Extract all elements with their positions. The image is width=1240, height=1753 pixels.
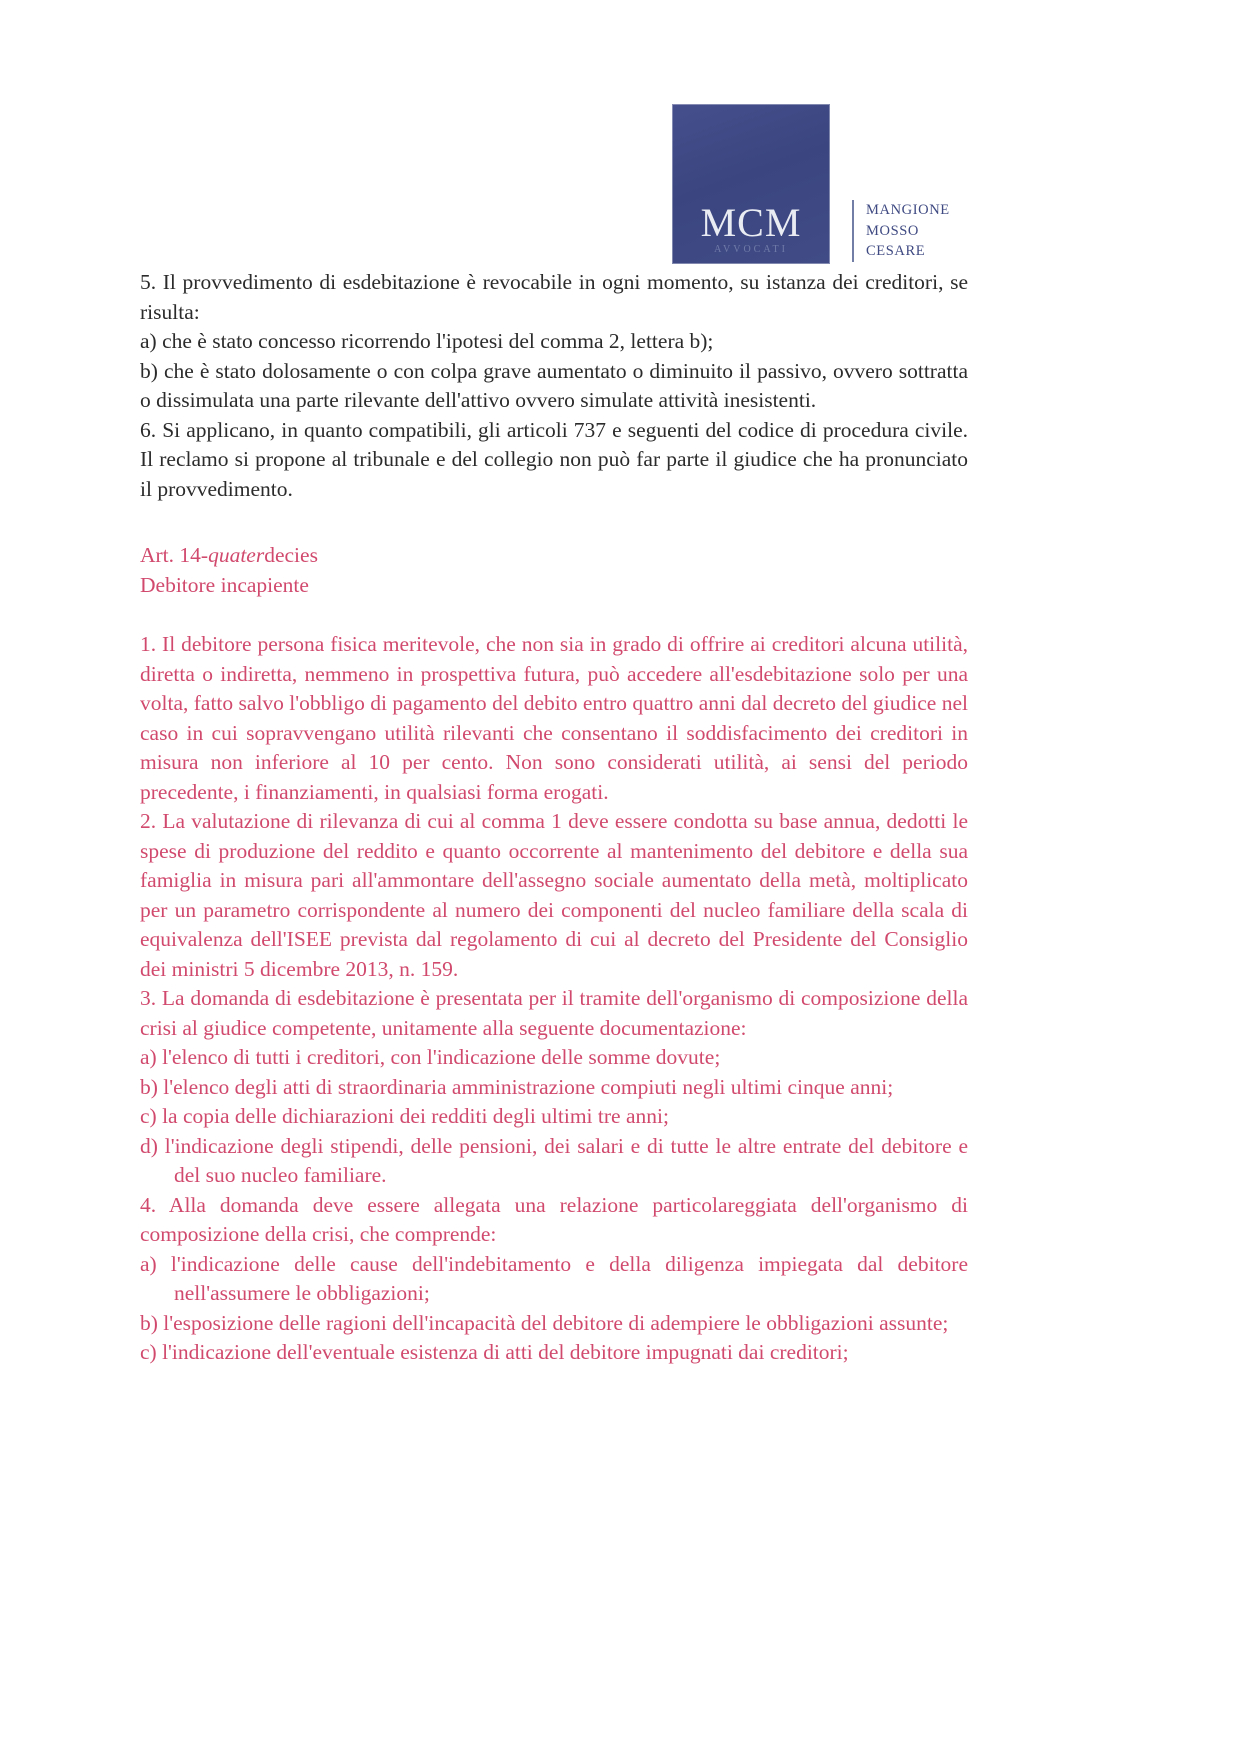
comma-1: 1. Il debitore persona fisica meritevole, che non sia in grado di offrire ai creditori alcuna utilità, diretta o indiretta, nemmeno in prospettiva futura, può accedere all'esdebitazione solo per una volta, fatto salvo l'obbligo di pagamento del debito entro quattro anni dal decreto del giudice nel caso in cui sopravvengano utilità rilevanti che consentano il soddisfacimento dei creditori in misura non inferiore al 10 per cento. Non sono considerati utilità, ai sensi del periodo precedente, i finanziamenti, in qualsiasi forma erogati. xyxy=(140,632,968,804)
list-item-3b: b) l'elenco degli atti di straordinaria amministrazione compiuti negli ultimi cinque anni; xyxy=(140,1074,894,1099)
firm-name-line-3: CESARE xyxy=(866,243,926,260)
firm-name-line-1: MANGIONE xyxy=(866,202,950,219)
list-item-3c: c) la copia delle dichiarazioni dei redditi degli ultimi tre anni; xyxy=(140,1104,669,1128)
firm-name-line-2: MOSSO xyxy=(866,222,919,239)
comma-2: 2. La valutazione di rilevanza di cui al comma 1 deve essere condotta su base annua, dedotti le spese di produzione del reddito e quanto occorrente al mantenimento del debitore e della sua famiglia in misura pari all'ammontare dell'assegno sociale aumentato della metà, moltiplicato per un parametro corrispondente al numero dei componenti del nucleo familiare della scala di equivalenza dell'ISEE prevista dal regolamento di cui al decreto del Presidente del Consiglio dei ministri 5 dicembre 2013, n. 159. xyxy=(140,809,968,981)
mcm-logo-mark xyxy=(672,104,830,264)
paragraph-5a: a) che è stato concesso ricorrendo l'ipotesi del comma 2, lettera b); xyxy=(140,329,714,353)
black-text-block xyxy=(140,268,968,504)
spacer xyxy=(140,504,968,540)
article-heading xyxy=(140,540,968,600)
spacer xyxy=(140,600,968,630)
letterhead xyxy=(672,96,950,264)
vertical-divider-icon xyxy=(852,200,854,262)
article-number-line xyxy=(140,540,968,570)
article-suffix: decies xyxy=(264,543,318,567)
paragraph-6: 6. Si applicano, in quanto compatibili, gli articoli 737 e seguenti del codice di procedura civile. Il reclamo si propone al tribunale e del collegio non può far parte il giudice che ha pronunciato il provvedimento. xyxy=(140,417,968,501)
paragraph-5b: b) che è stato dolosamente o con colpa grave aumentato o diminuito il passivo, ovvero sottratta o dissimulata una parte rilevante dell'attivo ovvero simulate attività inesistenti. xyxy=(140,358,968,412)
firm-name-block xyxy=(852,200,950,264)
article-italic-part: quater xyxy=(208,543,265,567)
article-subtitle: Debitore incapiente xyxy=(140,573,309,597)
logo-subtext: AVVOCATI xyxy=(714,244,788,255)
paragraph-5: 5. Il provvedimento di esdebitazione è revocabile in ogni momento, su istanza dei creditori, se risulta: xyxy=(140,270,968,324)
list-item-4a: a) l'indicazione delle cause dell'indebitamento e della diligenza impiegata dal debitore nell'assumere le obbligazioni; xyxy=(140,1251,968,1305)
article-prefix: Art. 14- xyxy=(140,543,209,567)
list-item-3a: a) l'elenco di tutti i creditori, con l'indicazione delle somme dovute; xyxy=(140,1045,721,1069)
firm-names xyxy=(866,200,950,262)
list-item-3d: d) l'indicazione degli stipendi, delle pensioni, dei salari e di tutte le altre entrate del debitore e del suo nucleo familiare. xyxy=(140,1133,968,1187)
red-text-block xyxy=(140,630,968,1368)
comma-3: 3. La domanda di esdebitazione è presentata per il tramite dell'organismo di composizione della crisi al giudice competente, unitamente alla seguente documentazione: xyxy=(140,986,968,1040)
list-item-4b: b) l'esposizione delle ragioni dell'incapacità del debitore di adempiere le obbligazioni assunte; xyxy=(140,1310,949,1335)
logo-text: MCM xyxy=(700,200,802,245)
document-body xyxy=(140,268,968,1368)
comma-4: 4. Alla domanda deve essere allegata una relazione particolareggiata dell'organismo di composizione della crisi, che comprende: xyxy=(140,1192,968,1246)
list-item-4c: c) l'indicazione dell'eventuale esistenza di atti del debitore impugnati dai creditori; xyxy=(140,1340,849,1364)
